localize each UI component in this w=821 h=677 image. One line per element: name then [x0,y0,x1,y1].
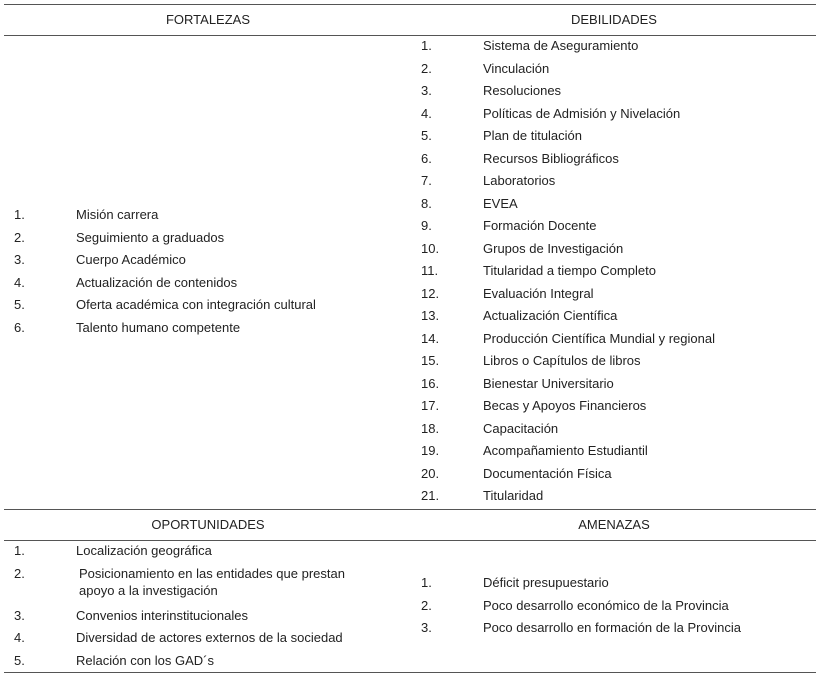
list-item [421,440,811,463]
item-text: Sistema de Aseguramiento [483,38,639,53]
item-number: 8. [421,195,432,211]
item-number: 19. [421,443,440,458]
item-text: Diversidad de actores externos de la sociedad [76,630,343,645]
list-item [14,605,404,628]
list-item [14,317,404,340]
item-text: Resoluciones [483,83,562,98]
item-number: 20. [421,465,440,481]
list-item [14,249,404,272]
item-text: Talento humano competente [76,319,241,335]
item-text: Becas y Apoyos Financieros [483,398,647,413]
item-number: 2. [421,60,432,76]
list-item [421,170,811,193]
debilidades-list [421,35,811,508]
item-number: 9. [421,218,432,233]
item-number: 5. [14,297,25,312]
item-text: Titularidad a tiempo Completo [483,263,656,278]
item-number: 17. [421,398,440,413]
item-number: 14. [421,330,440,346]
list-item [421,418,811,441]
list-item [421,373,811,396]
item-text: Evaluación Integral [483,285,594,301]
item-number: 6. [14,319,25,335]
item-number: 3. [421,620,432,635]
list-item [421,35,811,58]
item-number: 5. [421,128,432,143]
item-number: 1. [14,207,25,222]
item-text: Oferta académica con integración cultural [76,297,316,312]
list-item [421,328,811,351]
item-number: 10. [421,240,440,256]
item-number: 16. [421,375,440,391]
table-top-rule [4,4,816,5]
list-item [421,125,811,148]
item-number: 12. [421,285,440,301]
item-text: EVEA [483,195,518,211]
item-text: Poco desarrollo económico de la Provincia [483,597,729,613]
list-item [421,572,811,595]
item-number: 5. [14,652,25,668]
item-text: Bienestar Universitario [483,375,614,391]
item-text: Capacitación [483,420,559,436]
item-text: Posicionamiento en las entidades que prestan apoyo a la investigación [79,565,345,598]
list-item [14,272,404,295]
item-number: 21. [421,488,440,503]
list-item [421,103,811,126]
list-item [421,617,811,640]
table-bottom-rule [4,672,816,673]
item-text: Actualización de contenidos [76,274,238,290]
list-item [421,193,811,216]
item-text: Seguimiento a graduados [76,229,225,245]
amenazas-header: AMENAZAS [578,517,650,532]
item-number: 6. [421,150,432,166]
item-text: Cuerpo Académico [76,252,186,267]
list-item [14,627,404,650]
item-number: 7. [421,173,432,188]
oportunidades-header: OPORTUNIDADES [151,517,265,532]
item-number: 3. [421,83,432,98]
item-number: 2. [421,597,432,613]
list-item [421,350,811,373]
debilidades-header: DEBILIDADES [571,12,657,27]
list-item [421,260,811,283]
item-number: 11. [421,263,439,278]
list-item [421,80,811,103]
fortalezas-header: FORTALEZAS [165,12,251,27]
fortalezas-list [14,204,404,339]
list-item [421,58,811,81]
item-number: 18. [421,420,440,436]
item-number: 1. [421,38,432,53]
list-item [421,463,811,486]
item-text: Relación con los GAD´s [76,652,214,668]
item-text: Poco desarrollo en formación de la Provincia [483,620,741,635]
item-text: Misión carrera [76,207,159,222]
item-number: 1. [421,575,432,590]
item-text: Actualización Científica [483,308,618,323]
list-item [14,563,404,605]
item-text: Déficit presupuestario [483,575,609,590]
item-text: Producción Científica Mundial y regional [483,330,715,346]
item-text: Recursos Bibliográficos [483,150,619,166]
item-text: Titularidad [483,488,544,503]
item-number: 13. [421,308,440,323]
item-text: Convenios interinstitucionales [76,607,248,623]
item-text: Formación Docente [483,218,597,233]
list-item [14,204,404,227]
list-item [421,395,811,418]
item-number: 4. [421,105,432,121]
item-text: Grupos de Investigación [483,240,624,256]
item-text: Localización geográfica [76,543,212,558]
item-text: Acompañamiento Estudiantil [483,443,648,458]
item-number: 3. [14,252,25,267]
section-divider-rule [4,509,816,510]
list-item [14,540,404,563]
item-number: 2. [14,229,25,245]
list-item [14,650,404,673]
oportunidades-list [14,540,404,672]
list-item [14,227,404,250]
list-item [421,283,811,306]
item-number: 4. [14,630,25,645]
item-number: 15. [421,353,440,368]
item-text: Vinculación [483,60,550,76]
item-text: Políticas de Admisión y Nivelación [483,105,681,121]
item-text: Laboratorios [483,173,556,188]
list-item [421,485,811,508]
item-text: Libros o Capítulos de libros [483,353,641,368]
list-item [421,305,811,328]
list-item [421,238,811,261]
item-number: 2. [14,565,25,581]
list-item [421,215,811,238]
amenazas-list [421,572,811,640]
list-item [14,294,404,317]
item-number: 4. [14,274,25,290]
list-item [421,595,811,618]
item-number: 3. [14,607,25,623]
item-text: Documentación Física [483,465,612,481]
item-number: 1. [14,543,25,558]
item-text: Plan de titulación [483,128,583,143]
list-item [421,148,811,171]
